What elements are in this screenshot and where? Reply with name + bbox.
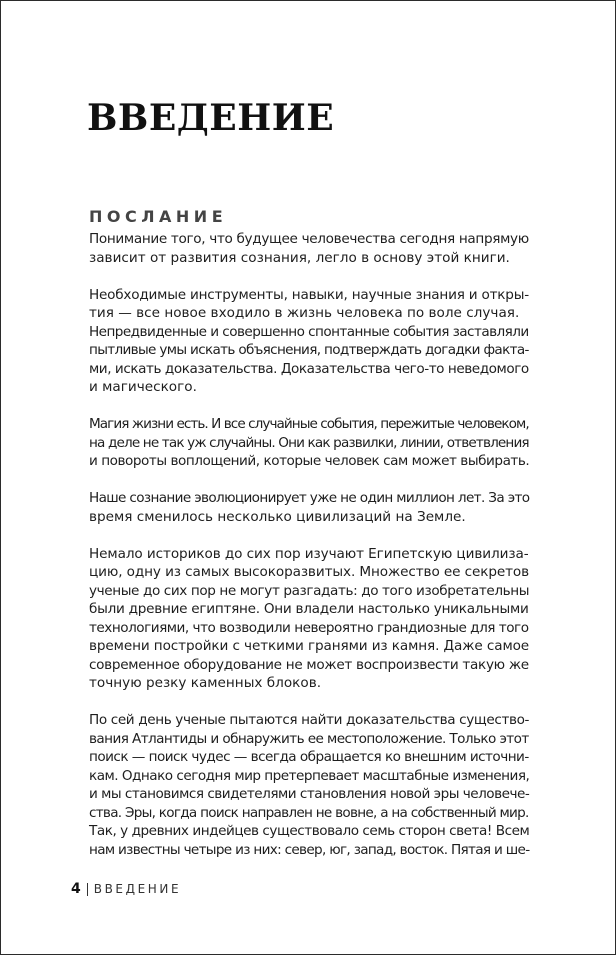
text-line: современное оборудование не может воспроизвести такую же [89, 656, 529, 673]
text-line: Немало историков до сих пор изучают Египетскую цивилиза- [89, 545, 529, 562]
text-line: и повороты воплощений, которые человек сам может выбирать. [89, 453, 530, 469]
text-line: точную резку каменных блоков. [89, 675, 322, 691]
text-line: времени постройки с четкими гранями из камня. Даже самое [89, 638, 530, 654]
text-line: вания Атлантиды и обнаружить ее местоположение. Только этот [89, 730, 529, 747]
text-line: Непредвиденные и совершенно спонтанные события заставляли [89, 323, 529, 340]
text-line: на деле не так уж случайны. Они как развилки, линии, ответвления [89, 434, 529, 451]
text-line: тия — все новое входило в жизнь человека по воле случая. [89, 305, 520, 321]
page-number: 4 [71, 881, 81, 897]
paragraph [89, 711, 529, 859]
paragraph [89, 415, 529, 471]
text-line: ученые до сих пор не могут разгадать: до того изобретательны [89, 582, 530, 599]
text-line: Необходимые инструменты, навыки, научные знания и откры- [89, 286, 529, 303]
text-line: время сменилось несколько цивилизаций на Земле. [89, 508, 466, 525]
text-line: ства. Эры, когда поиск направлен не вовне, а на собственный мир. [89, 804, 529, 821]
paragraph [89, 286, 529, 397]
text-line: нам известны четыре из них: север, юг, запад, восток. Пятая и ше- [89, 841, 530, 858]
text-line: ми, искать доказательства. Доказательства чего-то неведомого [89, 360, 529, 377]
text-line: По сей день ученые пытаются найти доказательства существо- [89, 712, 530, 728]
text-line: цию, одну из самых высокоразвитых. Множество ее секретов [89, 564, 530, 580]
text-line: были древние египтяне. Они владели настолько уникальными [89, 601, 529, 617]
chapter-title: ВВЕДЕНИЕ [87, 97, 335, 139]
text-line: Наше сознание эволюционирует уже не один миллион лет. За это [89, 490, 530, 506]
text-line: технологиями, что возводили невероятно грандиозные для того [89, 619, 529, 636]
section-heading: ПОСЛАНИЕ [89, 207, 228, 226]
running-header-label: ВВЕДЕНИЕ [93, 882, 182, 896]
text-line: кам. Однако сегодня мир претерпевает масштабные изменения, [89, 767, 530, 784]
text-line: и мы становимся свидетелями становления новой эры человече- [89, 786, 530, 802]
text-line: и магического. [89, 379, 197, 395]
text-line: поиск — поиск чудес — всегда обращается ко внешним источни- [89, 749, 529, 765]
text-line: Понимание того, что будущее человечества сегодня напрямую [89, 231, 529, 247]
footer-divider [87, 883, 88, 896]
text-line: зависит от развития сознания, легло в основу этой книги. [89, 249, 510, 266]
text-line: Так, у древних индейцев существовало семь сторон света! Всем [89, 823, 530, 839]
body-text [89, 230, 529, 878]
text-line: Магия жизни есть. И все случайные события, пережитые человеком, [89, 416, 529, 432]
page-footer [71, 881, 181, 897]
paragraph [89, 545, 529, 693]
paragraph [89, 489, 529, 526]
text-line: пытливые умы искать объяснения, подтверждать догадки факта- [89, 342, 529, 358]
paragraph [89, 230, 529, 267]
